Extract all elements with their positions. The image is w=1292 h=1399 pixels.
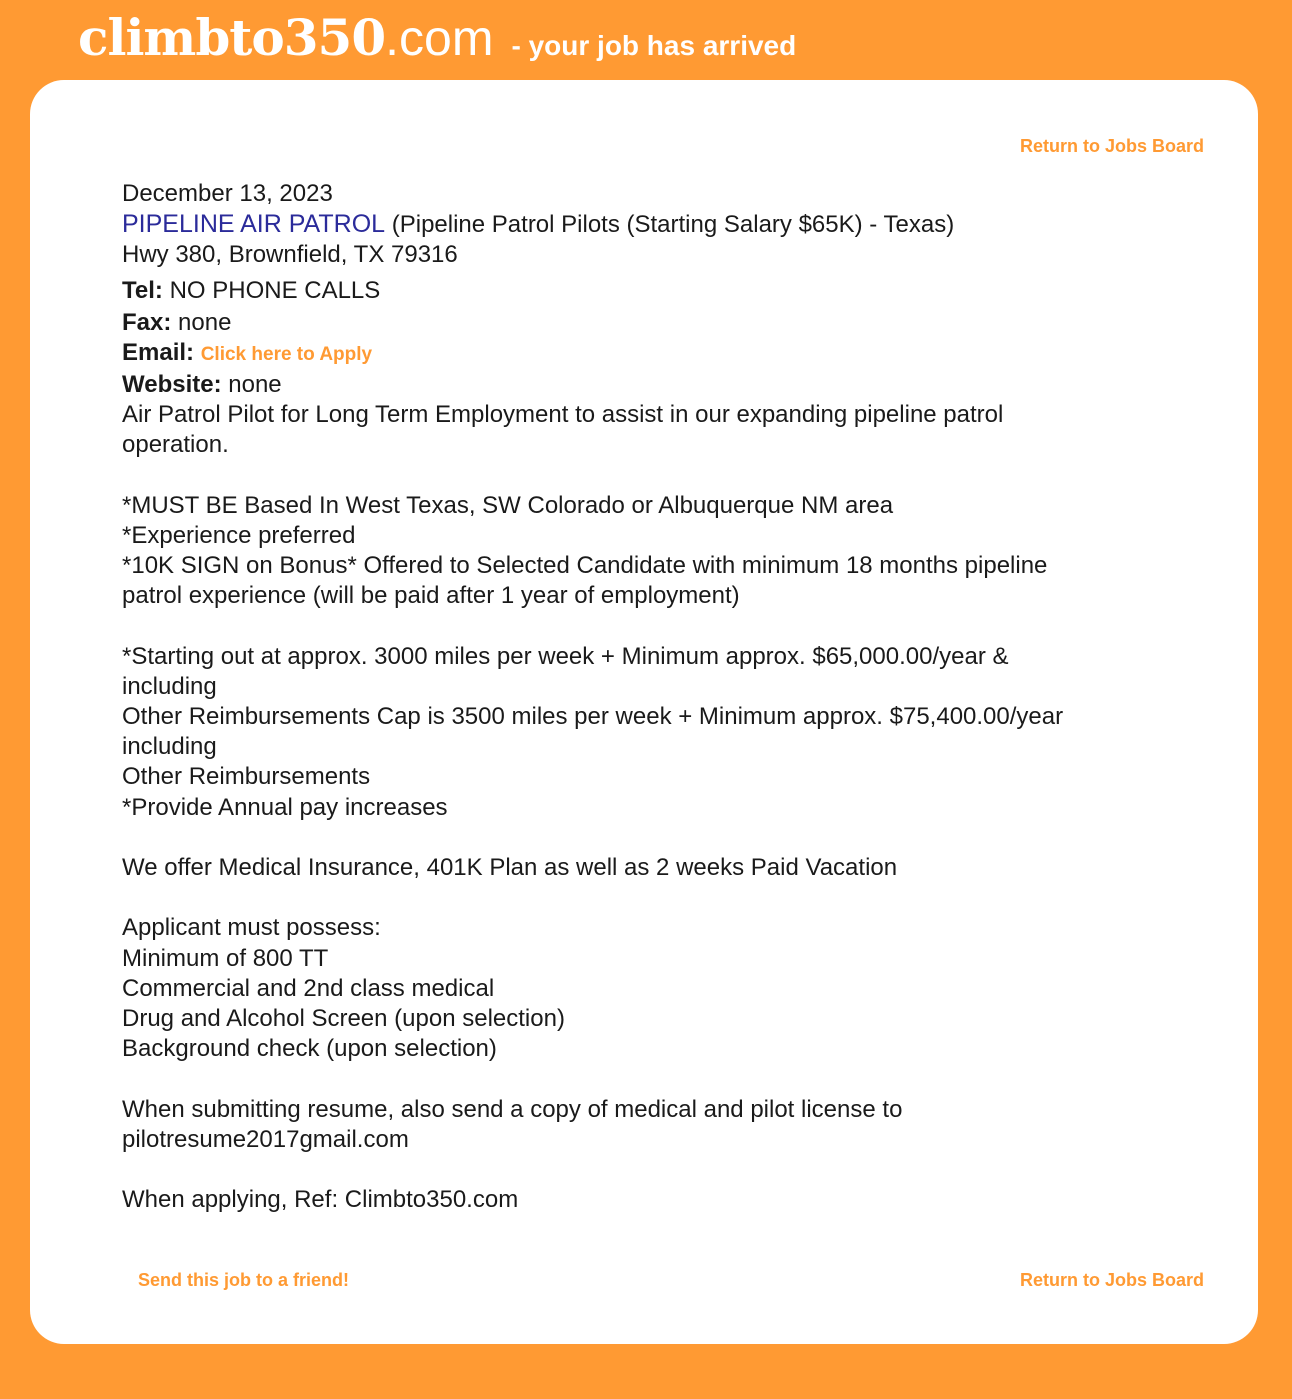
- website-value: none: [228, 371, 282, 398]
- fax-label: Fax:: [122, 309, 172, 336]
- send-job-to-friend-link[interactable]: Send this job to a friend!: [138, 1270, 349, 1290]
- job-description: Air Patrol Pilot for Long Term Employment to assist in our expanding pipeline patrol operation. *MUST BE Based In West Texas, SW Colorado or Albuquerque NM area *Experience preferred *10K SIGN on Bonus* Offered to Selected Candidate with minimum 18 months pipeline patrol experience (will be paid after 1 year of employment) *Starting out at approx. 3000 miles per week + Minimum approx. $65,000.00/year & including Other Reimbursements Cap is 3500 miles per week + Minimum approx. $75,400.00/year including Other Reimbursements *Provide Annual pay increases We offer Medical Insurance, 401K Plan as well as 2 weeks Paid Vacation Applicant must possess: Minimum of 800 TT Commercial and 2nd class medical Drug and Alcohol Screen (upon selection) Background check (upon selection) When submitting resume, also send a copy of medical and pilot license to pilotresume2017gmail.com When applying, Ref: Climbto350.com: [122, 401, 1064, 1214]
- tel-label: Tel:: [122, 277, 163, 304]
- job-card: [30, 80, 1258, 1344]
- fax-row: [122, 308, 1132, 338]
- site-header: [78, 8, 796, 76]
- job-address: Hwy 380, Brownfield, TX 79316: [122, 241, 458, 268]
- job-title: (Pipeline Patrol Pilots (Starting Salary $65K) - Texas): [391, 211, 955, 238]
- tel-row: [122, 276, 1132, 306]
- site-logo-tld[interactable]: .com: [385, 10, 494, 66]
- job-details: [122, 179, 1132, 1215]
- email-label: Email:: [122, 339, 195, 366]
- website-row: [122, 370, 1132, 400]
- site-tagline: - your job has arrived: [511, 30, 797, 61]
- email-row: [122, 338, 1132, 370]
- tel-value: NO PHONE CALLS: [169, 277, 381, 304]
- return-to-jobs-board-link-bottom[interactable]: Return to Jobs Board: [1019, 1270, 1204, 1290]
- job-heading: [122, 209, 1132, 240]
- post-date: December 13, 2023: [122, 180, 333, 207]
- site-logo[interactable]: climbto350: [78, 8, 386, 67]
- website-label: Website:: [122, 371, 222, 398]
- company-name: PIPELINE AIR PATROL: [122, 210, 386, 238]
- fax-value: none: [178, 309, 232, 336]
- apply-email-link[interactable]: Click here to Apply: [200, 344, 373, 365]
- return-to-jobs-board-link-top[interactable]: Return to Jobs Board: [1019, 136, 1204, 156]
